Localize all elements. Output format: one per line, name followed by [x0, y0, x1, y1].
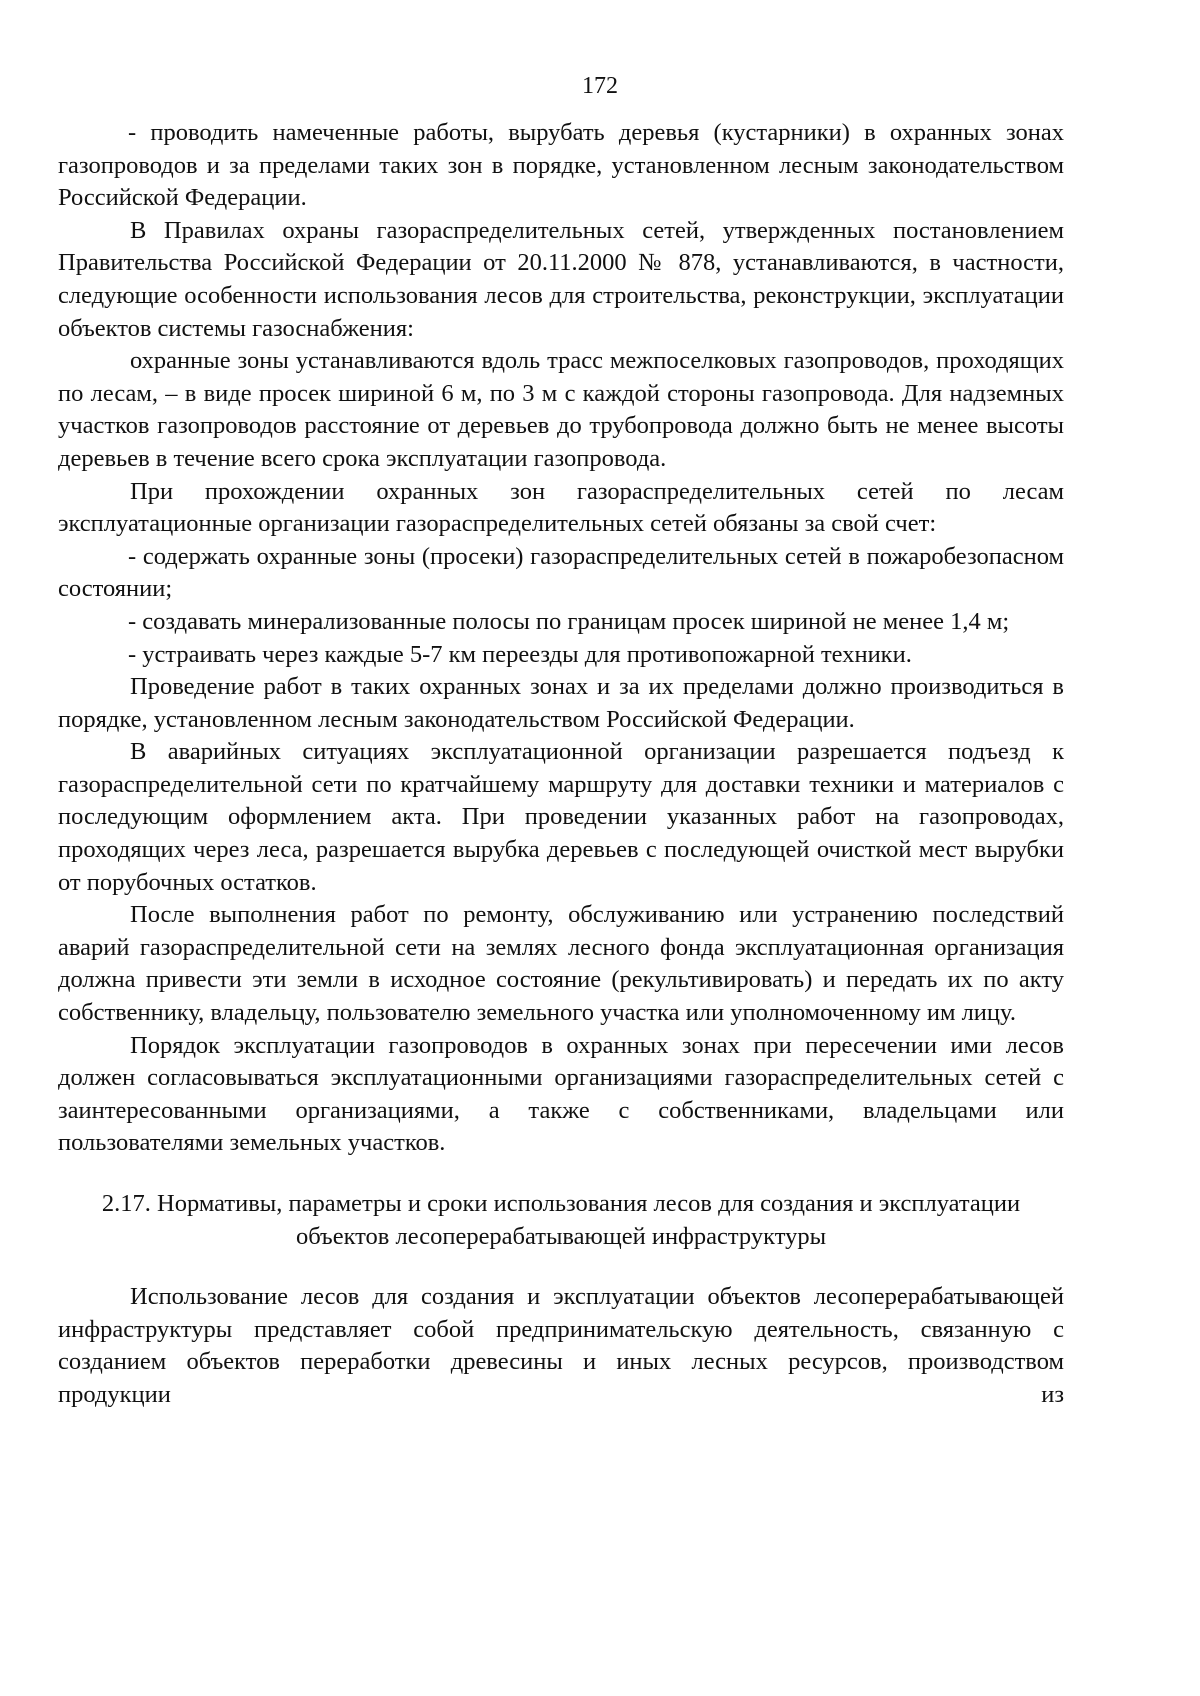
paragraph-coordination: Порядок эксплуатации газопроводов в охранных зонах при пересечении ими лесов должен согласовываться эксплуатационными организациями газораспределительных сетей с заинтересованными организациями, а также с собственниками, владельцами или пользователями земельных участков. — [58, 1031, 1064, 1157]
page-number: 172 — [582, 73, 618, 99]
document-body — [58, 117, 1064, 1412]
paragraph-restoration: После выполнения работ по ремонту, обслуживанию или устранению последствий аварий газораспределительной сети на землях лесного фонда эксплуатационная организация должна привести эти земли в исходное состояние (рекультивировать) и передать их по акту собственнику, владельцу, пользователю земельного участка или уполномоченному им лицу. — [58, 901, 1064, 1027]
paragraph-rules-intro: В Правилах охраны газораспределительных сетей, утвержденных постановлением Правительства Российской Федерации от 20.11.2000 № 878, устанавливаются, в частности, следующие особенности использования лесов для строительства, реконструкции, эксплуатации объектов системы газоснабжения: — [58, 216, 1064, 342]
section-heading: 2.17. Нормативы, параметры и сроки использования лесов для создания и эксплуатации объектов лесоперерабатывающей инфраструктуры — [101, 1190, 1021, 1250]
paragraph-protected-zones: охранные зоны устанавливаются вдоль трасс межпоселковых газопроводов, проходящих по лесам, – в виде просек шириной 6 м, по 3 м с каждой стороны газопровода. Для надземных участков газопроводов расстояние от деревьев до трубопровода должно быть не менее высоты деревьев в течение всего срока эксплуатации газопровода. — [58, 347, 1064, 472]
paragraph-bullet-mineral-strips: - создавать минерализованные полосы по границам просек шириной не менее 1,4 м; — [128, 607, 1010, 635]
paragraph-bullet-fire-safe: - содержать охранные зоны (просеки) газораспределительных сетей в пожаробезопасном состоянии; — [58, 542, 1064, 603]
paragraph-bullet-crossings: - устраивать через каждые 5-7 км переезды для противопожарной техники. — [128, 640, 912, 668]
paragraph-emergency: В аварийных ситуациях эксплуатационной организации разрешается подъезд к газораспределительной сети по кратчайшему маршруту для доставки техники и материалов с последующим оформлением акта. При проведении указанных работ на газопроводах, проходящих через леса, разрешается вырубка деревьев с последующей очисткой мест вырубки от порубочных остатков. — [58, 738, 1064, 896]
paragraph-work-procedure: Проведение работ в таких охранных зонах и за их пределами должно производиться в порядке, установленном лесным законодательством Российской Федерации. — [58, 673, 1064, 733]
paragraph-bullet-felling: - проводить намеченные работы, вырубать деревья (кустарники) в охранных зонах газопроводов и за пределами таких зон в порядке, установленном лесным законодательством Российской Федерации. — [58, 119, 1064, 212]
paragraph-operator-obligations: При прохождении охранных зон газораспределительных сетей по лесам эксплуатационные организации газораспределительных сетей обязаны за свой счет: — [58, 477, 1064, 538]
paragraph-section-intro: Использование лесов для создания и эксплуатации объектов лесоперерабатывающей инфраструктуры представляет собой предпринимательскую деятельность, связанную с созданием объектов переработки древесины и иных лесных ресурсов, производством продукции из — [58, 1283, 1064, 1408]
